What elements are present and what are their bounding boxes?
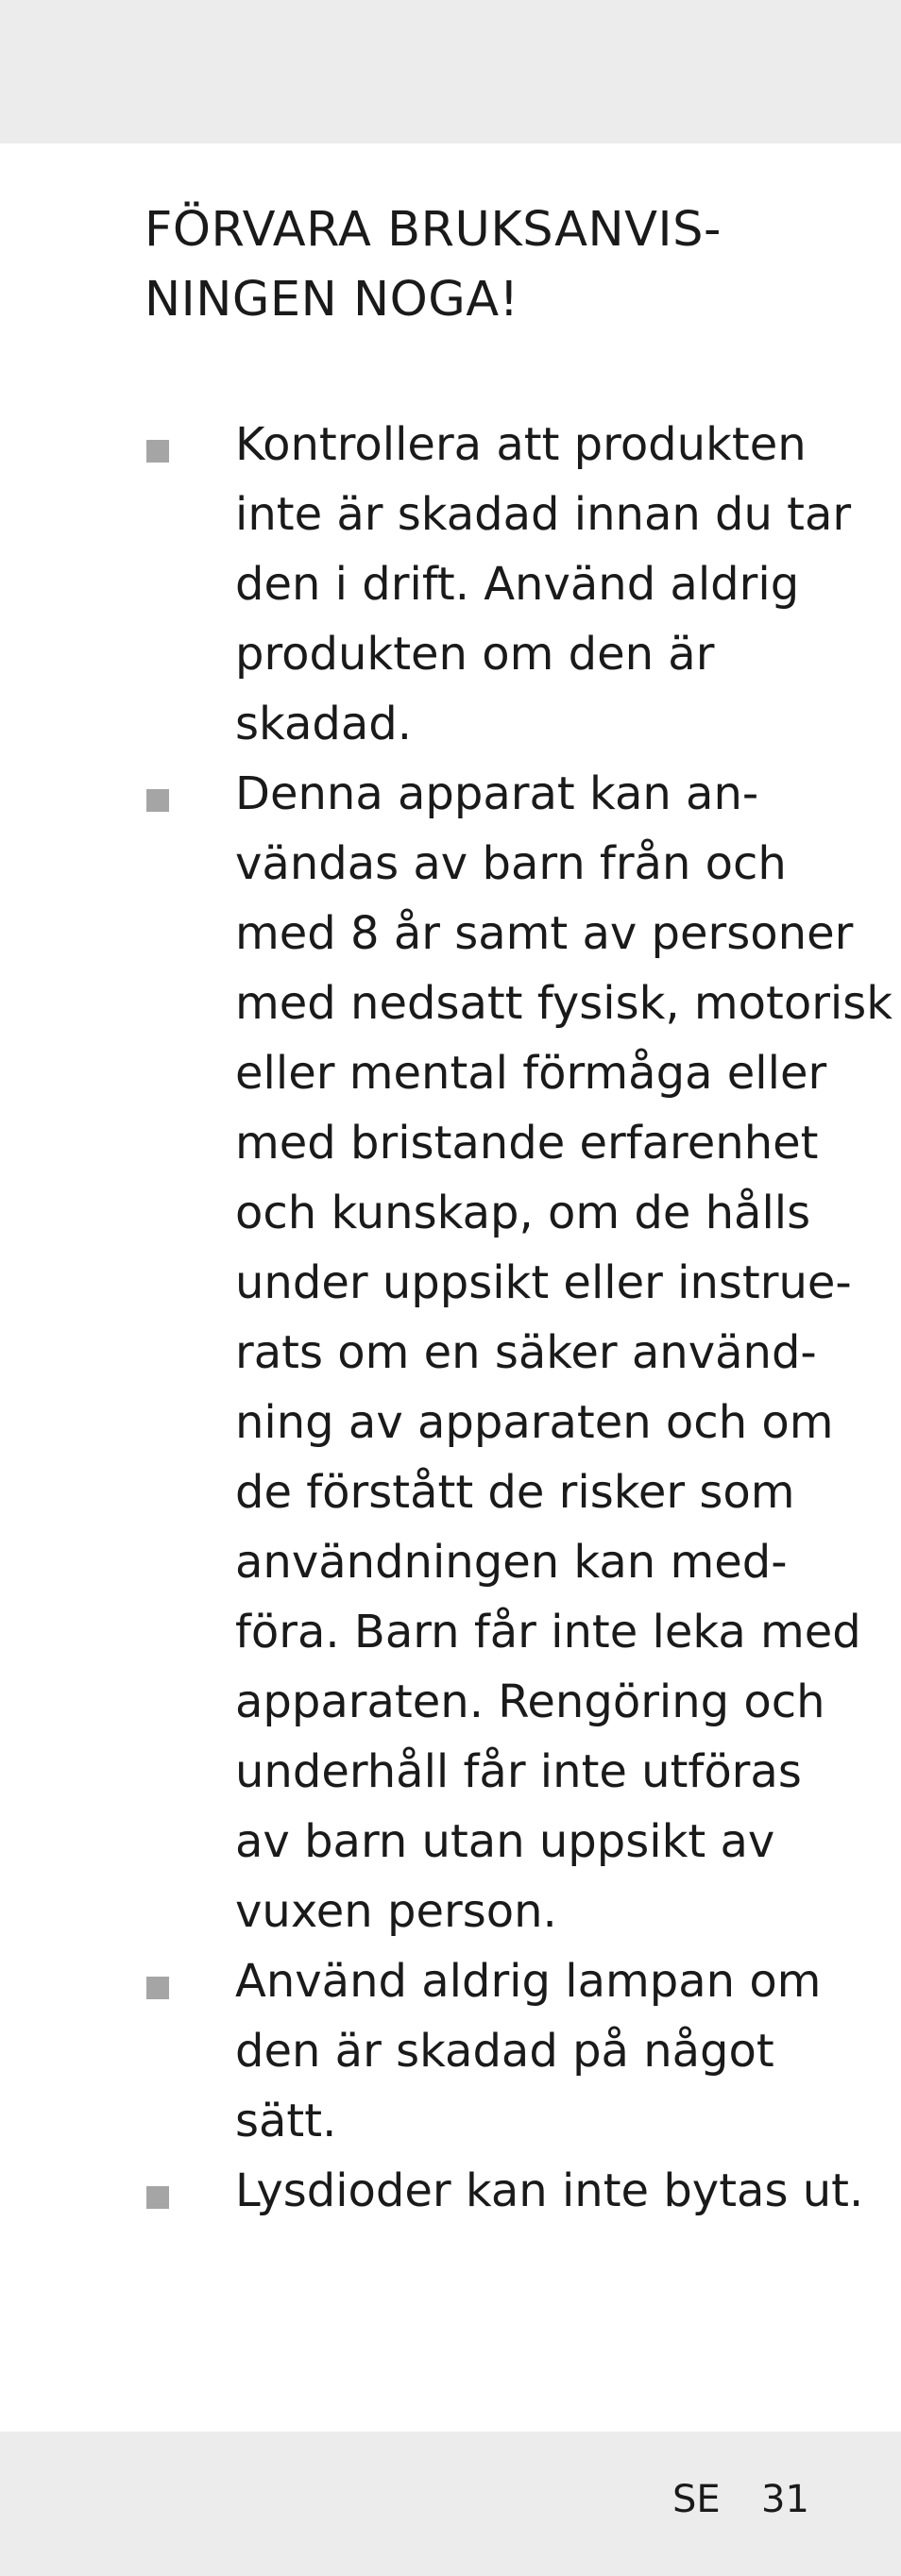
language-code: SE — [672, 2478, 721, 2521]
text-line: med 8 år samt av personer — [235, 907, 854, 960]
text-line: med nedsatt fysisk, motorisk — [235, 977, 893, 1030]
text-line: inte är skadad innan du tar — [235, 488, 852, 541]
text-line: ning av apparaten och om — [235, 1396, 834, 1449]
text-line: Kontrollera att produkten — [235, 418, 807, 471]
text-line: Denna apparat kan an- — [235, 767, 759, 820]
text-line: under uppsikt eller instrue- — [235, 1256, 852, 1309]
text-line: med bristande erfarenhet — [235, 1117, 819, 1170]
text-line: Använd aldrig lampan om — [235, 1955, 822, 2008]
text-line: rats om en säker använd- — [235, 1326, 817, 1379]
square-bullet-icon — [146, 1977, 169, 1999]
text-line: de förstått de risker som — [235, 1466, 795, 1519]
text-line: användningen kan med- — [235, 1536, 788, 1589]
square-bullet-icon — [146, 2186, 169, 2209]
text-line: föra. Barn får inte leka med — [235, 1606, 861, 1658]
heading-line: NINGEN NOGA! — [144, 272, 519, 328]
text-line: och kunskap, om de hålls — [235, 1187, 811, 1239]
text-line: produkten om den är — [235, 628, 715, 681]
text-line: vändas av barn från och — [235, 837, 787, 890]
text-line: skadad. — [235, 698, 412, 750]
page-number: 31 — [761, 2478, 809, 2521]
text-line: den i drift. Använd aldrig — [235, 558, 800, 611]
list-item-text — [235, 759, 893, 1946]
text-line: underhåll får inte utföras — [235, 1745, 802, 1798]
text-line: apparaten. Rengöring och — [235, 1675, 825, 1728]
section-heading — [144, 195, 824, 335]
heading-line: FÖRVARA BRUKSANVIS- — [144, 202, 722, 258]
text-line: vuxen person. — [235, 1885, 557, 1938]
text-line: sätt. — [235, 2095, 337, 2147]
square-bullet-icon — [146, 789, 169, 812]
list-item-text — [235, 2156, 864, 2226]
list-item-text — [235, 410, 858, 759]
text-line: av barn utan uppsikt av — [235, 1815, 775, 1868]
text-line: den är skadad på något — [235, 2025, 774, 2078]
text-line: eller mental förmåga eller — [235, 1047, 827, 1100]
text-line: Lysdioder kan inte bytas ut. — [235, 2164, 864, 2217]
square-bullet-icon — [146, 440, 169, 463]
list-item-text — [235, 1946, 858, 2156]
top-margin-band — [0, 0, 901, 143]
